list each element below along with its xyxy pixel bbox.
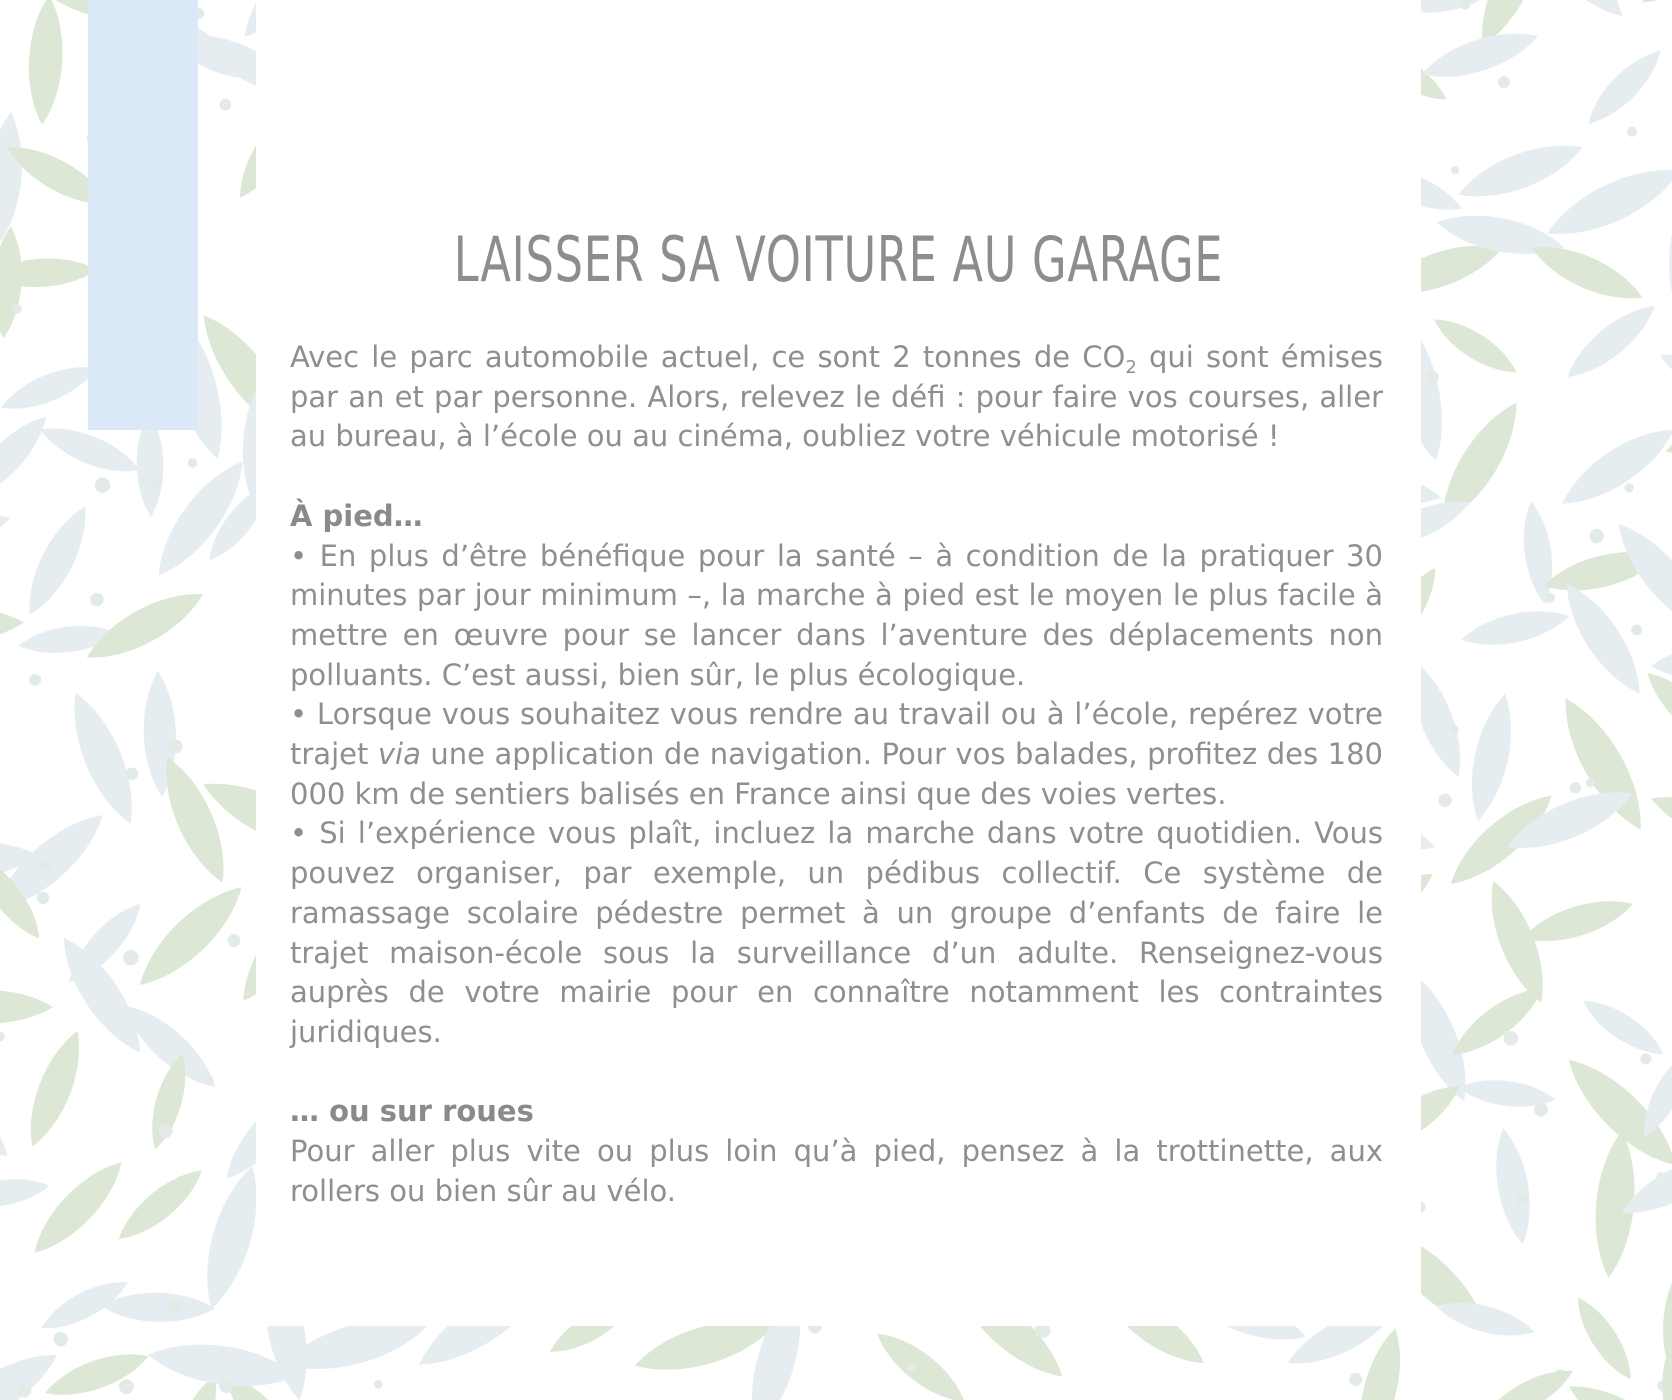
section-heading-wheels: … ou sur roues: [290, 1094, 534, 1129]
pattern-dot: [219, 99, 231, 111]
leaf-shape: [1452, 131, 1588, 210]
pattern-dot: [1625, 483, 1634, 492]
walking-bullet-3: • Si l’expérience vous plaît, incluez la marche dans votre quotidien. Vous pouvez organiser, par exemple, un pédibus collectif. Ce système de ramassage scolaire pédestre permet à un groupe d’enfants de faire le trajet maison-école sous la surveillance d’un adulte. Renseignez-vous auprès de votre mairie pour en connaître notamment les contraintes juridiques.: [290, 816, 1383, 1049]
pattern-dot: [1534, 1103, 1548, 1117]
pattern-dot: [1451, 166, 1459, 174]
leaf-shape: [1667, 193, 1672, 328]
leaf-shape: [1478, 875, 1557, 1009]
pattern-dot: [1631, 624, 1642, 635]
pattern-dot: [37, 892, 50, 905]
article-body: [290, 338, 1383, 1211]
leaf-shape: [0, 406, 57, 511]
pattern-dot: [228, 934, 241, 947]
leaf-shape: [23, 1151, 133, 1264]
pattern-dot: [29, 674, 41, 686]
leaf-shape: [59, 686, 147, 831]
pattern-dot: [169, 740, 183, 754]
pattern-dot: [1586, 779, 1595, 788]
leaf-shape: [1518, 500, 1558, 606]
pattern-dot: [1498, 76, 1510, 88]
leaf-shape: [0, 1173, 51, 1213]
leaf-shape: [1458, 602, 1572, 653]
pattern-dot: [188, 458, 197, 467]
leaf-shape: [1579, 41, 1670, 133]
leaf-shape: [1658, 1258, 1672, 1378]
pattern-dot: [1426, 371, 1439, 384]
pattern-dot: [123, 950, 138, 965]
leaf-shape: [0, 111, 28, 248]
leaf-shape: [0, 1038, 21, 1171]
italic-via: via: [377, 737, 421, 772]
leaf-shape: [1427, 309, 1523, 383]
leaf-shape: [1462, 690, 1522, 824]
leaf-shape: [0, 990, 53, 1024]
pattern-dot: [1516, 1194, 1528, 1206]
leaf-shape: [1518, 890, 1637, 953]
leaf-shape: [1444, 976, 1552, 1066]
leaf-shape: [0, 659, 3, 754]
pattern-dot: [159, 1124, 173, 1138]
co2-subscript: 2: [1125, 357, 1137, 378]
leaf-shape: [26, 0, 66, 126]
leaf-shape: [16, 499, 99, 622]
walking-bullet-1: • En plus d’être bénéfique pour la santé – à condition de la pratiquer 30 minutes par jour minimum –, la marche à pied est le moyen le plus facile à mettre en œuvre pour se lancer dans l’aventure des déplacements non polluants. C’est aussi, bien sûr, le plus écologique.: [290, 538, 1383, 692]
pattern-dot: [53, 1332, 68, 1347]
pattern-dot: [1438, 794, 1451, 807]
leaf-shape: [1417, 21, 1543, 89]
category-tab: [88, 0, 198, 430]
pattern-dot: [1504, 1031, 1519, 1046]
leaf-shape: [110, 1160, 211, 1250]
walking-bullet-2: • Lorsque vous souhaitez vous rendre au travail ou à l’école, repérez votre trajet via une application de navigation. Pour vos balades, profitez des 180 000 km de sentiers balisés en France ainsi que des voies vertes.: [290, 697, 1383, 811]
leaf-shape: [0, 0, 7, 109]
leaf-shape: [0, 0, 5, 36]
pattern-dot: [1640, 1053, 1651, 1064]
leaf-shape: [1476, 1359, 1579, 1400]
pattern-dot: [152, 480, 161, 489]
pattern-dot: [1589, 529, 1604, 544]
pattern-dot: [119, 1379, 134, 1394]
pattern-dot: [1627, 126, 1637, 136]
pattern-dot: [12, 304, 22, 314]
leaf-shape: [1646, 784, 1672, 857]
pattern-dot: [907, 1363, 915, 1371]
wheels-paragraph: Pour aller plus vite ou plus loin qu’à pied, pensez à la trottinette, aux rollers ou bien sûr au vélo.: [290, 1134, 1383, 1208]
leaf-shape: [1560, 1371, 1672, 1400]
leaf-shape: [1637, 662, 1672, 761]
leaf-shape: [17, 1025, 92, 1152]
pattern-dot: [1545, 593, 1555, 603]
pattern-dot: [1570, 782, 1581, 793]
leaf-shape: [0, 356, 102, 420]
pattern-dot: [90, 593, 103, 606]
leaf-shape: [868, 1322, 973, 1400]
pattern-dot: [219, 1378, 234, 1393]
pattern-dot: [374, 1380, 383, 1389]
leaf-shape: [40, 1343, 153, 1400]
leaf-shape: [1655, 344, 1672, 410]
pattern-dot: [167, 1300, 182, 1315]
leaf-shape: [0, 502, 15, 571]
leaf-shape: [1488, 1126, 1537, 1247]
leaf-shape: [1567, 1291, 1641, 1386]
pattern-dot: [1349, 1373, 1362, 1386]
leaf-shape: [1515, 0, 1634, 28]
leaf-shape: [1553, 575, 1654, 703]
leaf-shape: [1577, 991, 1671, 1065]
pattern-dot: [204, 1076, 214, 1086]
leaf-shape: [0, 605, 25, 646]
pattern-dot: [17, 1383, 31, 1397]
page-title: LAISSER SA VOITURE AU GARAGE: [453, 223, 1224, 296]
pattern-dot: [126, 768, 139, 781]
pattern-dot: [41, 861, 51, 871]
leaf-shape: [1558, 295, 1663, 388]
section-heading-walking: À pied…: [290, 498, 423, 533]
pattern-dot: [0, 1031, 5, 1041]
leaf-shape: [1635, 0, 1672, 13]
leaf-shape: [1553, 415, 1672, 518]
intro-paragraph: Avec le parc automobile actuel, ce sont 2 tonnes de $CO_2$ qui sont émises par an et par personne. Alors, relevez le défi : pour faire vos courses, aller au bureau, à l’école ou au cinéma, oubliez votre véhicule motorisé !: [290, 340, 1383, 454]
pattern-dot: [1460, 0, 1471, 10]
leaf-shape: [101, 1292, 216, 1323]
pattern-dot: [1450, 725, 1458, 733]
pattern-dot: [95, 478, 110, 493]
